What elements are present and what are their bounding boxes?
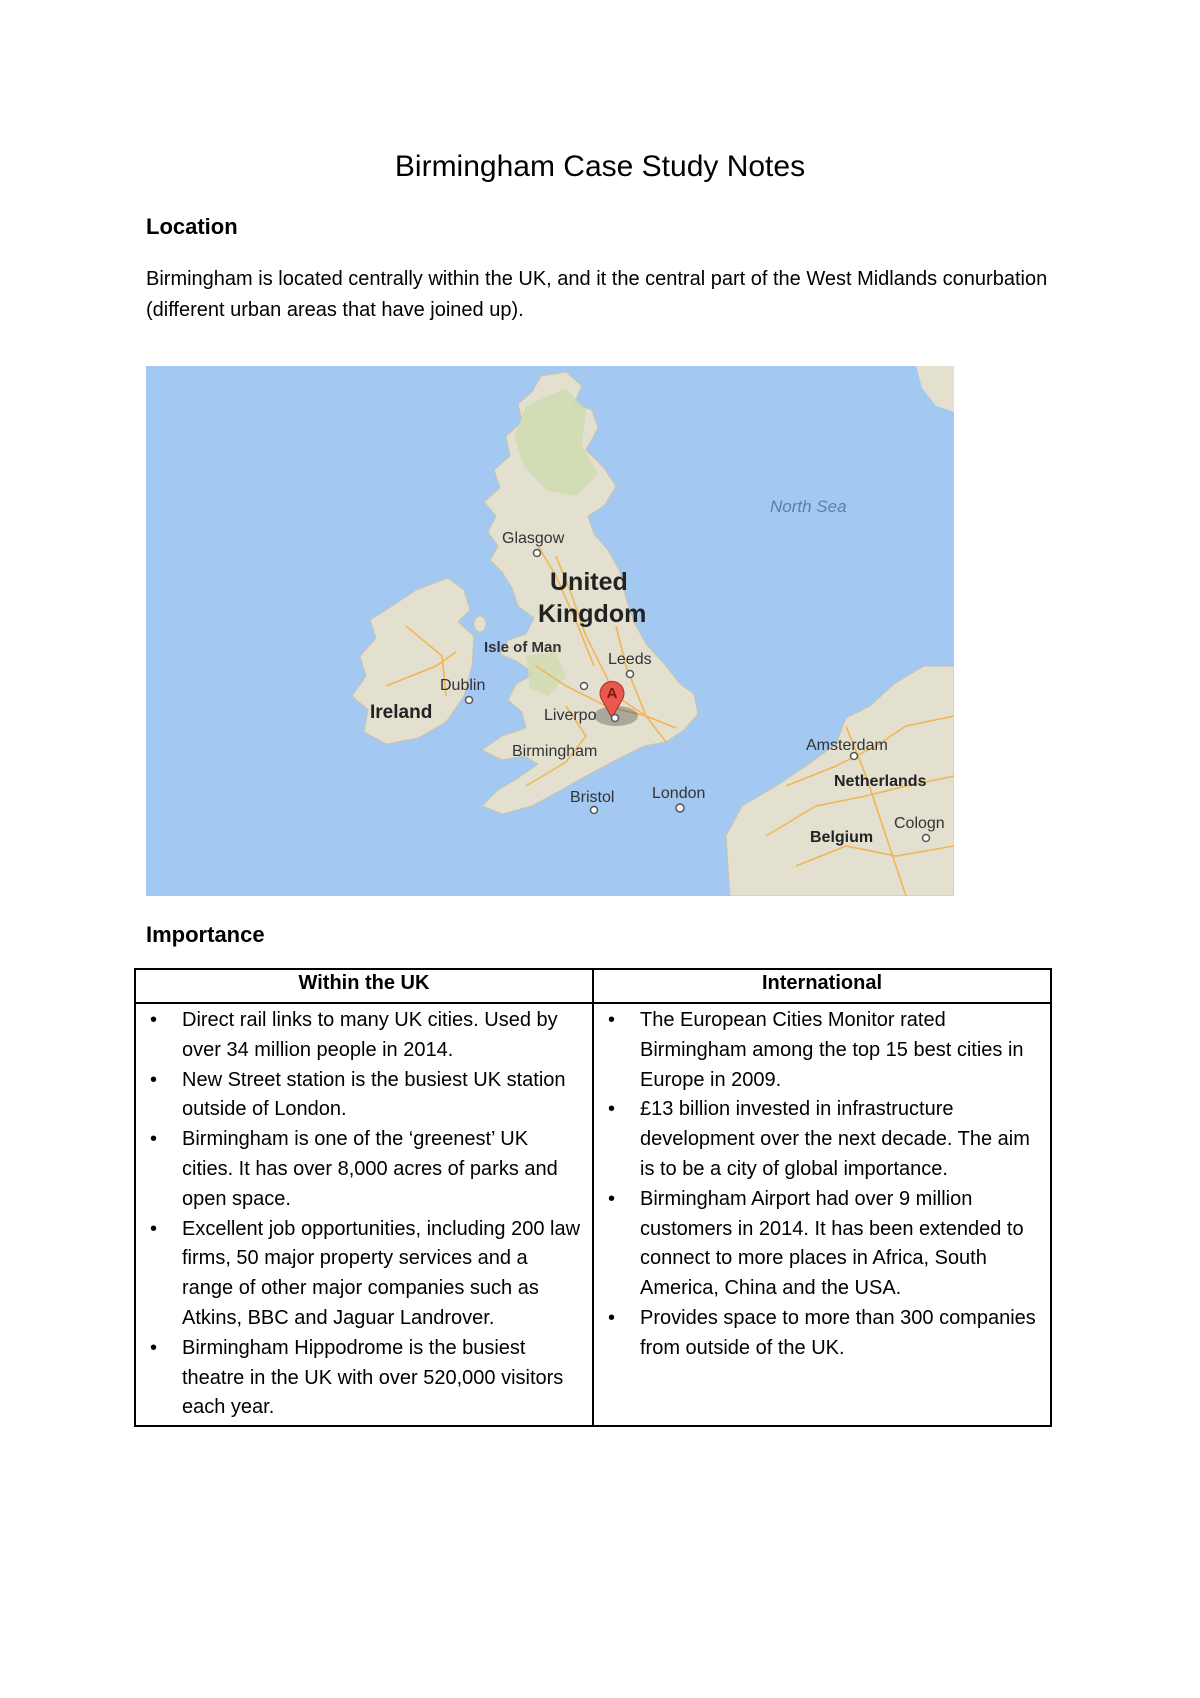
- list-item: • New Street station is the busiest UK station outside of London.: [142, 1066, 584, 1126]
- bullet-icon: •: [150, 1009, 158, 1031]
- glasgow-label: Glasgow: [502, 530, 565, 547]
- page-title: Birmingham Case Study Notes: [394, 150, 806, 183]
- uk-location-map: [146, 366, 954, 896]
- within-uk-cell: [135, 1003, 593, 1426]
- bullet-icon: •: [150, 1068, 158, 1091]
- bullet-icon: •: [608, 1098, 616, 1121]
- list-item: • £13 billion invested in infrastructure development over the next decade. The aim is to be a city of global importance.: [600, 1095, 1042, 1184]
- importance-heading: Importance: [146, 922, 265, 947]
- isle-of-man-label: Isle of Man: [484, 639, 562, 656]
- header-within-uk: Within the UK: [135, 969, 593, 1003]
- list-item: • Excellent job opportunities, including 200 law firms, 50 major property services and a range of other major companies such as Atkins, BBC and Jaguar Landrover.: [142, 1215, 584, 1334]
- birmingham-dot: [612, 715, 619, 722]
- list-item: • Birmingham Airport had over 9 million customers in 2014. It has been extended to connect to more places in Africa, South America, China and the USA.: [600, 1185, 1042, 1304]
- leeds-label: Leeds: [608, 651, 652, 668]
- list-item: • Direct rail links to many UK cities. Used by over 34 million people in 2014.: [142, 1006, 584, 1066]
- birmingham-label: Birmingham: [512, 743, 598, 760]
- international-cell: [593, 1003, 1051, 1426]
- within-uk-list: [142, 1006, 584, 1423]
- kingdom-label: Kingdom: [538, 600, 647, 628]
- location-paragraph: Birmingham is located centrally within the UK, and it the central part of the West Midlands conurbation (different urban areas that have joined up).: [146, 268, 1048, 321]
- importance-table: [134, 968, 1052, 1427]
- location-heading: Location: [146, 214, 238, 239]
- list-item: • Provides space to more than 300 companies from outside of the UK.: [600, 1304, 1042, 1364]
- bullet-icon: •: [608, 1306, 616, 1329]
- list-item: • Birmingham is one of the ‘greenest’ UK cities. It has over 8,000 acres of parks and open space.: [142, 1125, 584, 1214]
- bristol-label: Bristol: [570, 789, 615, 806]
- ireland-label: Ireland: [370, 702, 433, 723]
- isle-of-man-landmass: [474, 616, 486, 632]
- london-label: London: [652, 785, 706, 802]
- list-item: • The European Cities Monitor rated Birmingham among the top 15 best cities in Europe in 2009.: [600, 1006, 1042, 1095]
- bullet-icon: •: [150, 1336, 158, 1359]
- leeds-dot: [627, 671, 634, 678]
- dublin-label: Dublin: [440, 677, 486, 694]
- bullet-icon: •: [150, 1217, 158, 1240]
- belgium-label: Belgium: [810, 829, 874, 846]
- bristol-dot: [591, 807, 598, 814]
- list-item: • Birmingham Hippodrome is the busiest theatre in the UK with over 520,000 visitors each year.: [142, 1334, 584, 1423]
- cologne-label: Cologn: [894, 815, 945, 832]
- table-row: [135, 1003, 1051, 1426]
- united-label: United: [550, 568, 628, 596]
- liverpool-label: Liverpo: [544, 707, 597, 724]
- glasgow-dot: [534, 550, 541, 557]
- liverpool-dot: [581, 683, 588, 690]
- marker-letter: A: [606, 685, 618, 702]
- table-header-row: [135, 969, 1051, 1003]
- bullet-icon: •: [608, 1009, 616, 1031]
- dublin-dot: [466, 697, 473, 704]
- london-dot: [676, 804, 684, 812]
- cologne-dot: [923, 835, 930, 842]
- amsterdam-label: Amsterdam: [806, 737, 888, 754]
- header-international: International: [593, 969, 1051, 1003]
- north-sea-label: North Sea: [770, 497, 847, 516]
- bullet-icon: •: [608, 1187, 616, 1210]
- international-list: [600, 1006, 1042, 1364]
- bullet-icon: •: [150, 1128, 158, 1151]
- netherlands-label: Netherlands: [834, 773, 927, 790]
